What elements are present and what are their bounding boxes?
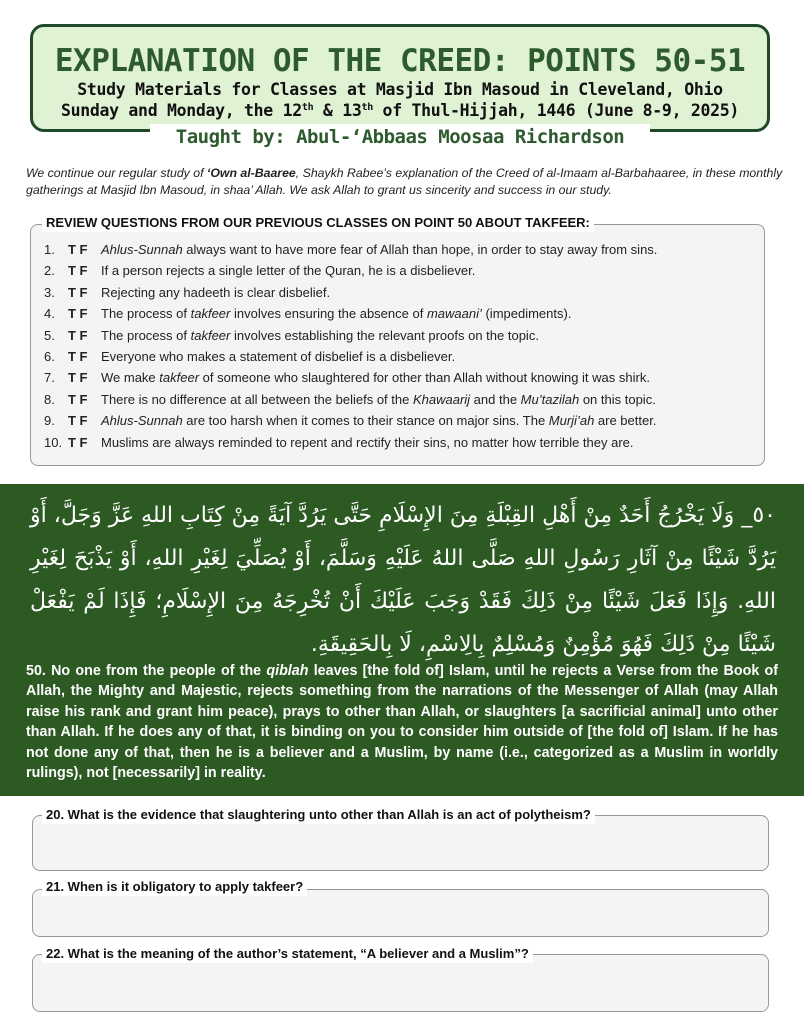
arabic-text: ٥٠_ وَلَا يَخْرُجُ أَحَدٌ مِنْ أَهْلِ القِبْلَةِ مِنَ الإِسْلَامِ حَتَّى يَرُدَّ آيَةً مِنْ كِتَابِ اللهِ عَزَّ وَجَلَّ، أَوْ يَرُدَّ شَيْئًا مِنْ آثَارِ رَسُولِ اللهِ صَلَّى اللهُ عَلَيْهِ وَسَلَّمَ، أَوْ يُصَلِّيَ لِغَيْرِ اللهِ، أَوْ يَذْبَحَ لِغَيْرِ اللهِ. وَإِذَا فَعَلَ شَيْئًا مِنْ ذَلِكَ فَقَدْ وَجَبَ عَلَيْكَ أَنْ تُخْرِجَهُ مِنَ الإِسْلَامِ؛ فَإِذَا لَمْ يَفْعَلْ شَيْئًا مِنْ ذَلِكَ فَهُوَ مُؤْمِنٌ وَمُسْلِمٌ بِالِاسْمِ، لَا بِالحَقِيقَةِ.	[30, 503, 776, 657]
review-question: 4. T F The process of takfeer involves ensuring the absence of mawaani’ (impediments).	[44, 303, 764, 324]
subtitle-line-2: Sunday and Monday, the 12th & 13th of Thul-Hijjah, 1446 (June 8-9, 2025)	[60, 101, 740, 120]
true-false-marker[interactable]: T F	[68, 434, 88, 450]
review-question: 9. T F Ahlus-Sunnah are too harsh when it comes to their stance on major sins. The Murji’ah are better.	[44, 410, 764, 431]
true-false-marker[interactable]: T F	[68, 349, 88, 365]
true-false-marker[interactable]: T F	[68, 413, 88, 429]
question-21: 21. When is it obligatory to apply takfeer?	[42, 878, 307, 896]
true-false-marker[interactable]: T F	[68, 284, 88, 300]
document-title: EXPLANATION OF THE CREED: POINTS 50-51	[54, 43, 746, 79]
review-question: 3. T F Rejecting any hadeeth is clear disbelief.	[44, 282, 764, 303]
review-question-list	[44, 239, 764, 453]
intro-paragraph: We continue our regular study of ‘Own al-Baaree, Shaykh Rabee’s explanation of the Creed of al-Imaam al-Barbahaaree, in these monthly gatherings at Masjid Ibn Masoud, in shaa’ Allah. We ask Allah to grant us sincerity and success in our study.	[26, 166, 783, 197]
true-false-marker[interactable]: T F	[68, 306, 88, 322]
review-question: 10. T F Muslims are always reminded to repent and rectify their sins, no matter how terrible they are.	[44, 432, 764, 453]
review-question: 8. T F There is no difference at all between the beliefs of the Khawaarij and the Mu’tazilah on this topic.	[44, 389, 764, 410]
question-20: 20. What is the evidence that slaughtering unto other than Allah is an act of polytheism?	[42, 806, 595, 824]
english-translation: 50. No one from the people of the qiblah leaves [the fold of] Islam, until he rejects a Verse from the Book of Allah, the Mighty and Majestic, rejects something from the narrations of the Messenger of Allah (may Allah raise his rank and grant him peace), prays to other than Allah, or slaughters [a sacrificial animal] unto other than Allah. If he does any of that, it is binding on you to consider him outside of [the fold of] Islam. If he has not done any of that, then he is a believer and a Muslim, by name (i.e., categorized as a Muslim in worldly rulings), not [necessarily] in reality.	[26, 663, 779, 782]
true-false-marker[interactable]: T F	[68, 263, 88, 279]
true-false-marker[interactable]: T F	[68, 391, 88, 407]
review-question: 2. T F If a person rejects a single letter of the Quran, he is a disbeliever.	[44, 260, 764, 281]
review-heading: REVIEW QUESTIONS FROM OUR PREVIOUS CLASSES ON POINT 50 ABOUT TAKFEER:	[42, 214, 594, 232]
taught-by: Taught by: Abul-‘Abbaas Moosaa Richardson	[150, 124, 650, 150]
review-question: 7. T F We make takfeer of someone who slaughtered for other than Allah without knowing it was shirk.	[44, 367, 764, 388]
review-question: 6. T F Everyone who makes a statement of disbelief is a disbeliever.	[44, 346, 764, 367]
answer-box-21[interactable]	[32, 889, 769, 937]
header-box	[30, 24, 770, 132]
subtitle-line-1: Study Materials for Classes at Masjid Ibn Masoud in Cleveland, Ohio	[77, 80, 723, 99]
true-false-marker[interactable]: T F	[68, 242, 88, 257]
review-question: 1. T F Ahlus-Sunnah always want to have more fear of Allah than hope, in order to stay away from sins.	[44, 239, 764, 260]
review-question: 5. T F The process of takfeer involves establishing the relevant proofs on the topic.	[44, 325, 764, 346]
true-false-marker[interactable]: T F	[68, 327, 88, 343]
true-false-marker[interactable]: T F	[68, 370, 88, 386]
question-22: 22. What is the meaning of the author’s statement, “A believer and a Muslim”?	[42, 945, 533, 963]
